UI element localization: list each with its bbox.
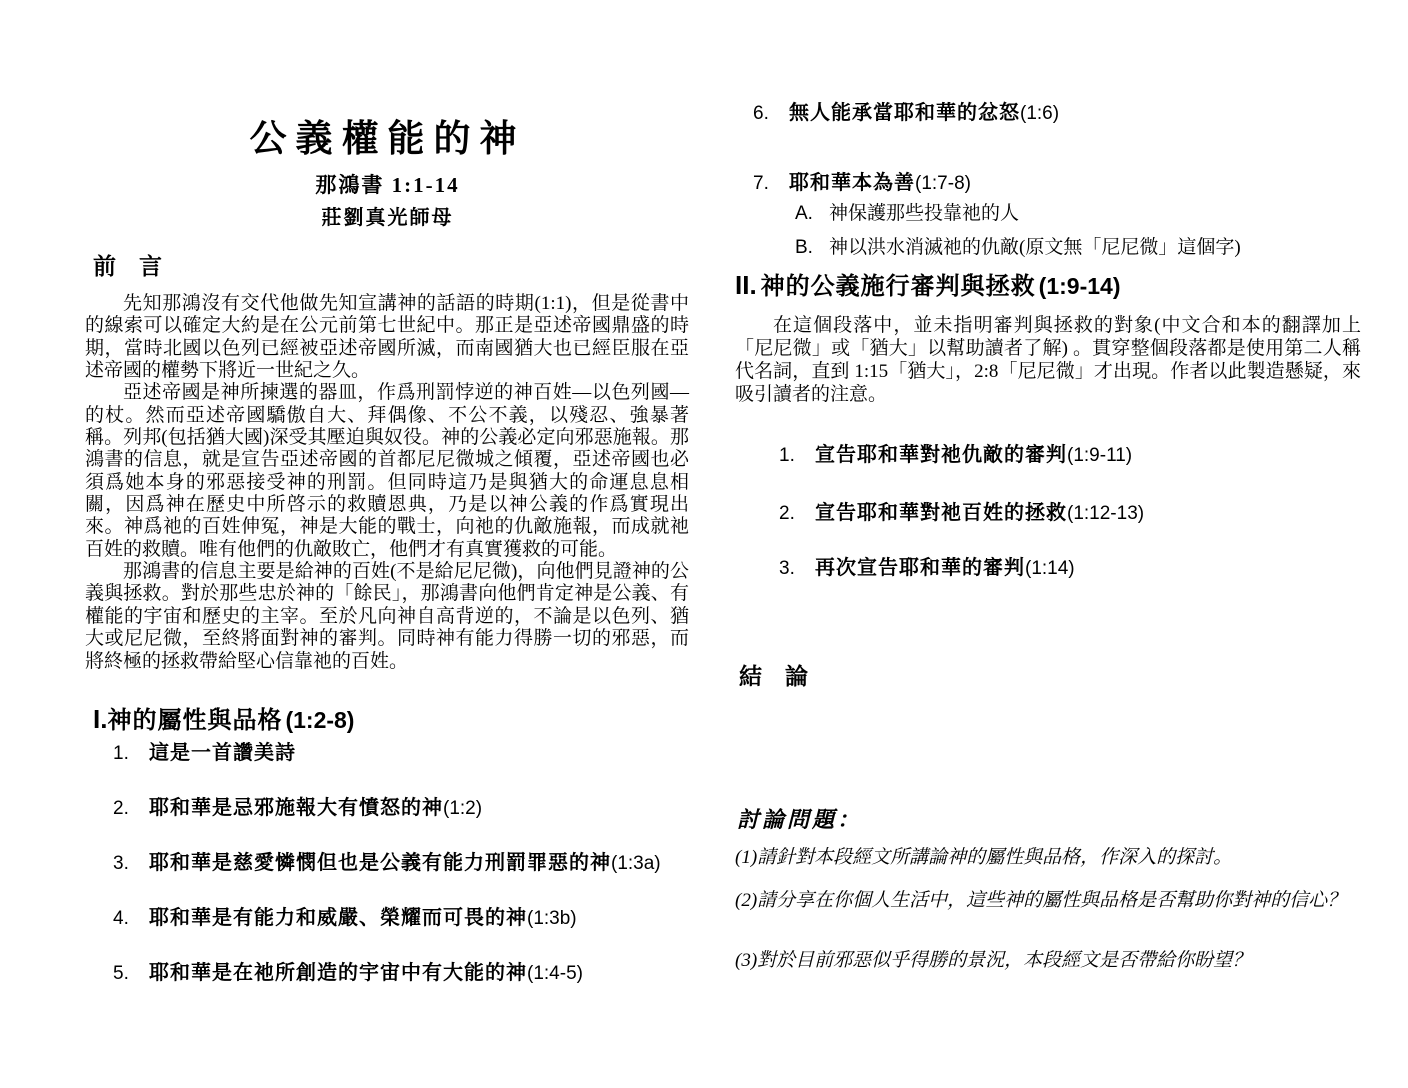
verse-ref: (1:2) <box>443 798 483 819</box>
item-text: 耶和華本為善 <box>789 172 915 194</box>
sub-item-text: 神保護那些投靠祂的人 <box>829 203 1020 224</box>
verse-ref: (1:6) <box>1020 103 1060 124</box>
page-title: 公義權能的神 <box>249 119 526 160</box>
item-text: 耶和華是忌邪施報大有憤怒的神 <box>149 797 443 819</box>
verse-ref: (1:3a) <box>611 853 661 874</box>
item-number: 4. <box>113 908 129 929</box>
sub-item-a <box>795 198 1019 225</box>
item-number: 3. <box>113 853 129 874</box>
item-text: 宣告耶和華對祂仇敵的審判 <box>815 444 1067 466</box>
discussion-question-1: (1)請針對本段經文所講論神的屬性與品格，作深入的探討。 <box>735 847 1233 868</box>
discussion-question-3: (3)對於目前邪惡似乎得勝的景況，本段經文是否帶給你盼望？ <box>735 950 1252 971</box>
paragraph: 在這個段落中，並未指明審判與拯救的對象(中文合和本的翻譯加上「尼尼微」或「猶大」以幫助讀者了解) 。貫穿整個段落都是使用第二人稱代名詞，直到 1:15「猶大」，2:8「尼尼微」才出現。作者以此製造懸疑，來吸引讀者的注意。 <box>735 315 1361 405</box>
author-name: 莊劉真光師母 <box>321 207 454 229</box>
verse-ref: (1:4-5) <box>527 963 583 984</box>
sub-item-text: 神以洪水消滅祂的仇敵(原文無「尼尼微」這個字) <box>829 237 1241 258</box>
section-2-body <box>735 314 1361 406</box>
outline-item-2 <box>113 791 482 820</box>
outline-item-II-3 <box>779 551 1075 580</box>
item-text: 這是一首讚美詩 <box>149 742 296 764</box>
discussion-question-2: (2)請分享在你個人生活中，這些神的屬性與品格是否幫助你對神的信心？ <box>735 890 1347 911</box>
item-number: 1. <box>779 445 795 466</box>
item-text: 再次宣告耶和華的審判 <box>815 557 1025 579</box>
item-number: 2. <box>113 798 129 819</box>
preface-heading: 前 言 <box>93 254 162 279</box>
item-text: 無人能承當耶和華的忿怒 <box>789 102 1020 124</box>
section-2-verse-ref: (1:9-14) <box>1038 273 1121 299</box>
verse-ref: (1:12-13) <box>1067 503 1145 524</box>
item-number: 6. <box>753 103 769 124</box>
scripture-reference: 那鴻書 1:1-14 <box>315 173 460 197</box>
item-number: 3. <box>779 558 795 579</box>
item-text: 耶和華是慈愛憐憫但也是公義有能力刑罰罪惡的神 <box>149 852 611 874</box>
left-column <box>85 0 690 1088</box>
verse-ref: (1:3b) <box>527 908 577 929</box>
outline-item-II-2 <box>779 496 1144 525</box>
outline-item-II-1 <box>779 438 1132 467</box>
sub-item-letter: B. <box>795 237 813 258</box>
outline-item-6 <box>753 96 1059 125</box>
outline-item-3 <box>113 846 661 875</box>
section-2-label: II. <box>735 270 757 300</box>
discussion-questions-heading: 討論問題： <box>737 807 863 832</box>
sub-item-letter: A. <box>795 203 813 224</box>
item-number: 5. <box>113 963 129 984</box>
paragraph: 先知那鴻沒有交代他做先知宣講神的話語的時期(1:1)，但是從書中的線索可以確定大約是在公元前第七世紀中。那正是亞述帝國鼎盛的時期，當時北國以色列已經被亞述帝國所滅，而南國猶大也已經臣服在亞述帝國的權勢下將近一世紀之久。 <box>85 293 689 382</box>
verse-ref: (1:14) <box>1025 558 1075 579</box>
verse-ref: (1:9-11) <box>1067 445 1133 466</box>
outline-item-7 <box>753 166 971 195</box>
item-number: 1. <box>113 743 129 764</box>
section-1-label: I. <box>93 704 108 734</box>
conclusion-heading: 結 論 <box>739 664 808 689</box>
section-2-heading <box>735 266 1120 301</box>
right-column <box>735 0 1365 1088</box>
section-1-heading <box>93 700 354 735</box>
item-text: 宣告耶和華對祂百姓的拯救 <box>815 502 1067 524</box>
outline-item-4 <box>113 901 577 930</box>
preface-body <box>85 293 689 673</box>
section-1-title: 神的屬性與品格 <box>107 708 283 734</box>
item-number: 2. <box>779 503 795 524</box>
outline-item-5 <box>113 956 583 985</box>
paragraph: 亞述帝國是神所揀選的器皿，作爲刑罰悖逆的神百姓—以色列國—的杖。然而亞述帝國驕傲自大、拜偶像、不公不義，以殘忍、強暴著稱。列邦(包括猶大國)深受其壓迫與奴役。神的公義必定向邪惡施報。那鴻書的信息，就是宣告亞述帝國的首都尼尼微城之傾覆，亞述帝國也必須爲她本身的邪惡接受神的刑罰。但同時這乃是與猶大的命運息息相關，因爲神在歷史中所啓示的救贖恩典，乃是以神公義的作爲實現出來。神爲祂的百姓伸冤，神是大能的戰士，向祂的仇敵施報，而成就祂百姓的救贖。唯有他們的仇敵敗亡，他們才有真實獲救的可能。 <box>85 382 689 560</box>
verse-ref: (1:7-8) <box>915 173 971 194</box>
item-text: 耶和華是有能力和威嚴、榮耀而可畏的神 <box>149 907 527 929</box>
item-number: 7. <box>753 173 769 194</box>
paragraph: 那鴻書的信息主要是給神的百姓(不是給尼尼微)，向他們見證神的公義與拯救。對於那些忠於神的「餘民」，那鴻書向他們肯定神是公義、有權能的宇宙和歷史的主宰。至於凡向神自高背逆的，不論是以色列、猶大或尼尼微，至終將面對神的審判。同時神有能力得勝一切的邪惡，而將終極的拯救帶給堅心信靠祂的百姓。 <box>85 561 689 672</box>
section-1-verse-ref: (1:2-8) <box>285 707 355 733</box>
item-text: 耶和華是在祂所創造的宇宙中有大能的神 <box>149 962 527 984</box>
sub-item-b <box>795 232 1241 259</box>
outline-item-1 <box>113 736 296 765</box>
section-2-title: 神的公義施行審判與拯救 <box>760 274 1036 300</box>
